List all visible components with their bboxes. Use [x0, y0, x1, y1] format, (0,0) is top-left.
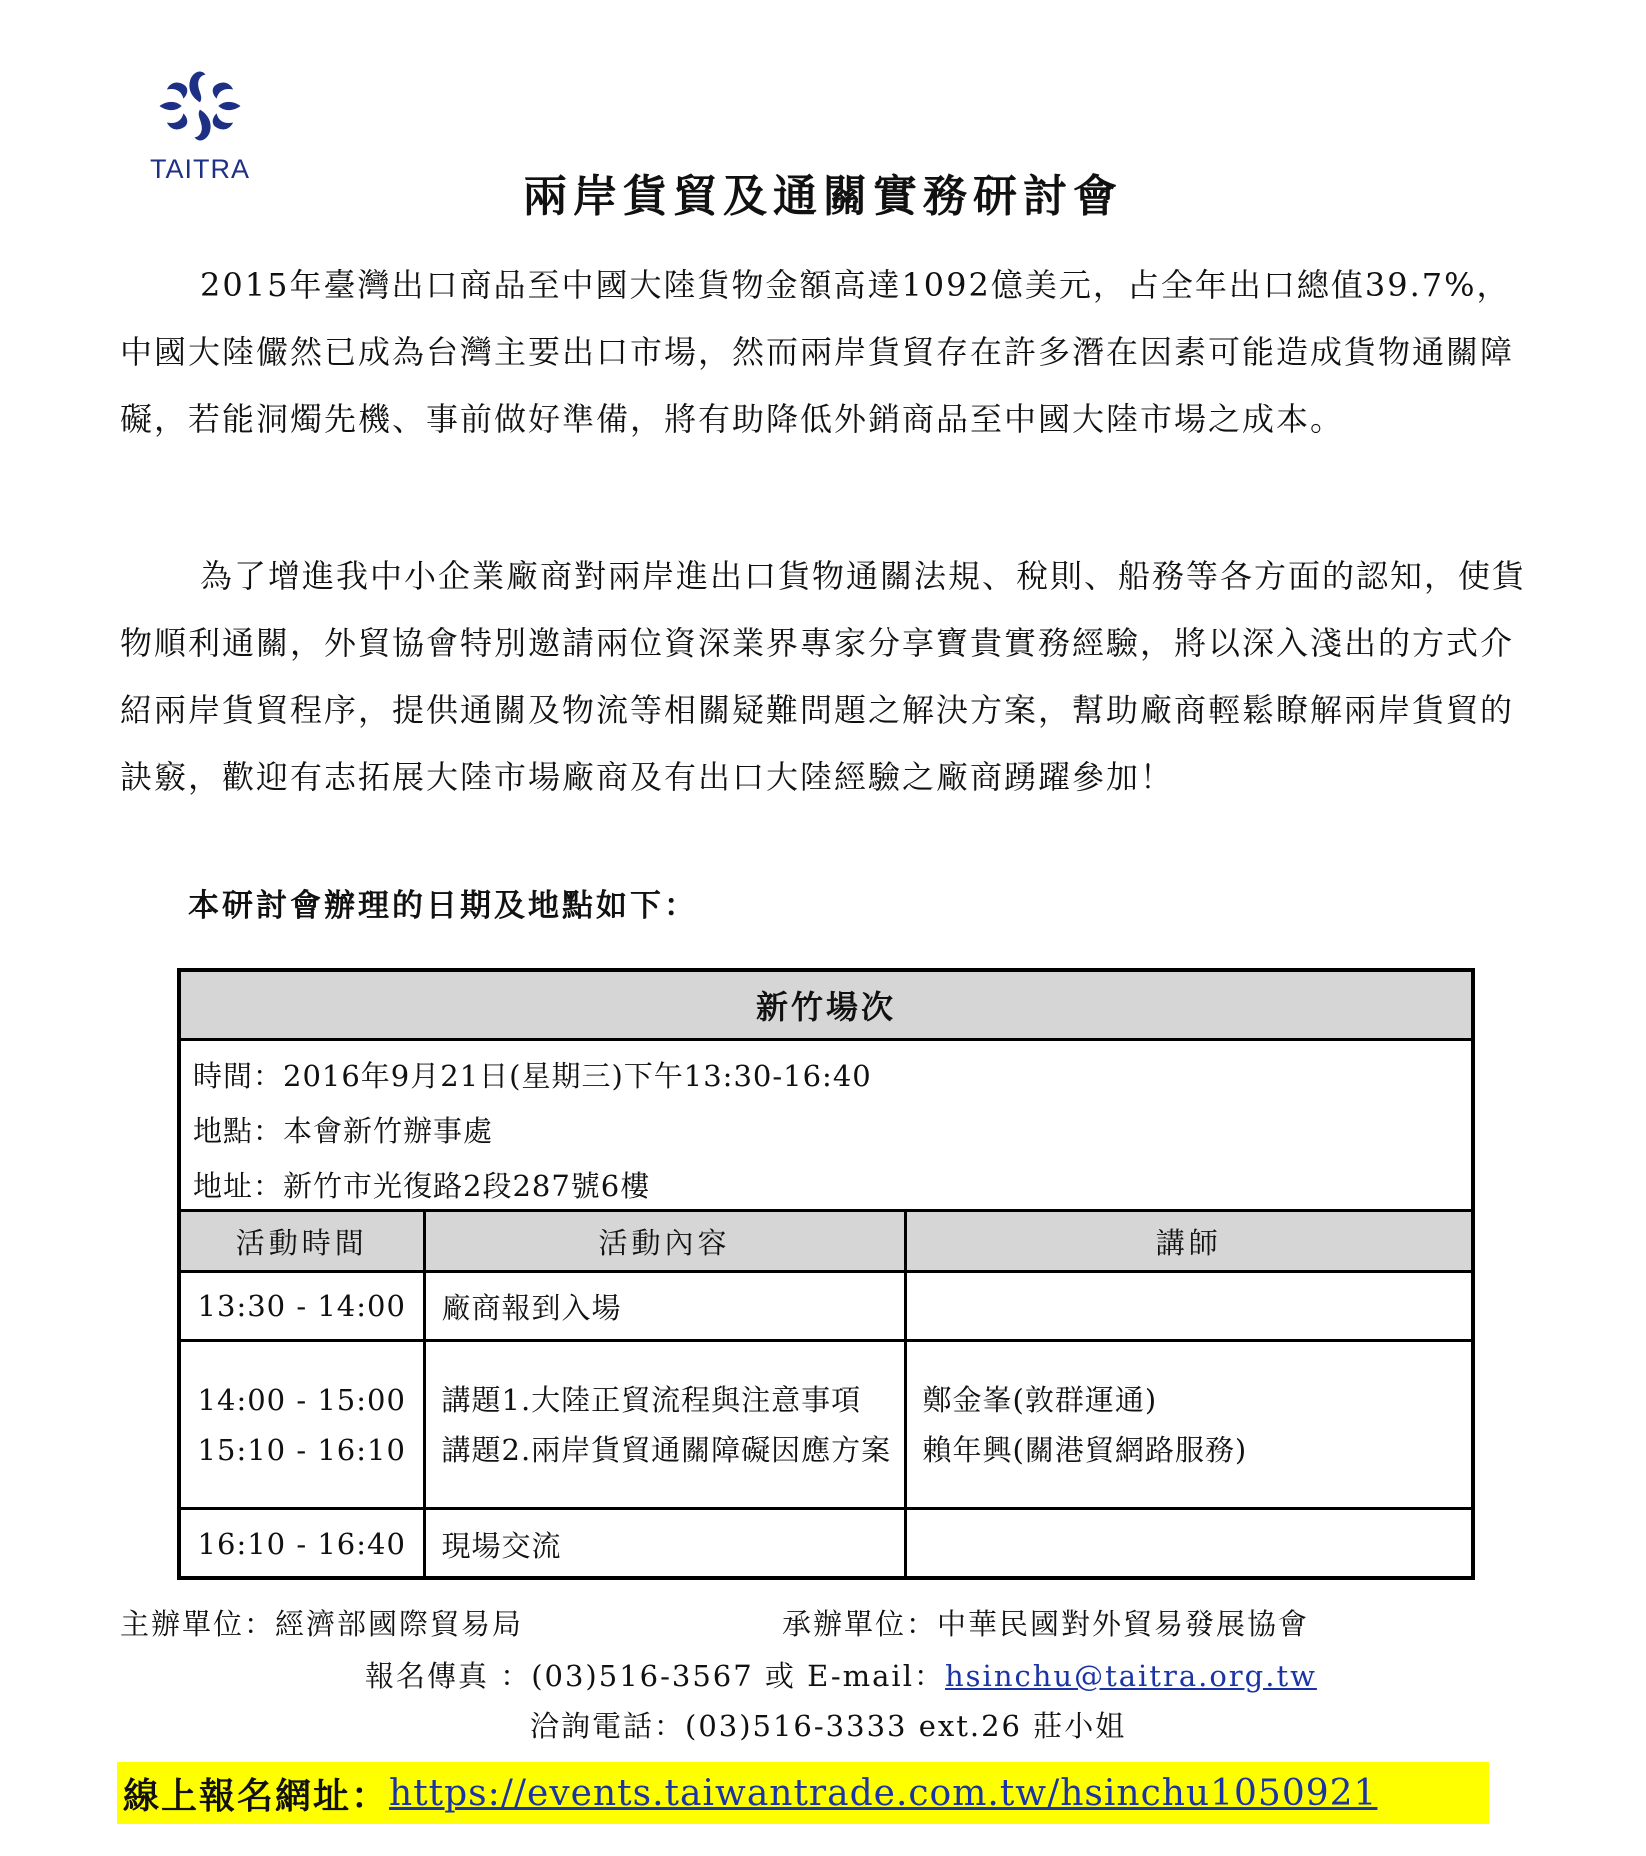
- session-time: 時間：2016年9月21日(星期三)下午13:30-16:40: [193, 1059, 872, 1093]
- table-row: [181, 1341, 1471, 1509]
- logo-text: TAITRA: [150, 154, 250, 184]
- row-speaker: [905, 1272, 1471, 1341]
- intro-paragraph-2: 為了增進我中小企業廠商對兩岸進出口貨物通關法規、稅則、船務等各方面的認知，使貨物順利通關，外貿協會特別邀請兩位資深業界專家分享寶貴實務經驗，將以深入淺出的方式介紹兩岸貨貿程序，提供通關及物流等相關疑難問題之解決方案，幫助廠商輕鬆瞭解兩岸貨貿的訣竅，歡迎有志拓展大陸市場廠商及有出口大陸經驗之廠商踴躍參加！: [120, 557, 1527, 796]
- speaker-2: 賴年興(關港貿網路服務): [922, 1432, 1248, 1467]
- table-row: [181, 1509, 1471, 1579]
- session-venue: 地點：本會新竹辦事處: [193, 1114, 494, 1148]
- session-info: [181, 1041, 1471, 1212]
- taitra-emblem-icon: [154, 60, 246, 152]
- row-time-b: 15:10 - 16:10: [197, 1432, 406, 1467]
- row-speaker: [905, 1509, 1471, 1579]
- row-time: 16:10 - 16:40: [181, 1509, 424, 1579]
- phone-line: 洽詢電話：(03)516-3333 ext.26 莊小姐: [530, 1709, 1127, 1743]
- table-header-row: [181, 1212, 1471, 1272]
- session-address: 地址：新竹市光復路2段287號6樓: [193, 1169, 651, 1203]
- organizer: 主辦單位：經濟部國際貿易局: [120, 1607, 524, 1641]
- fax-email-line: [365, 1654, 1317, 1695]
- online-registration-label: 線上報名網址：: [123, 1775, 390, 1817]
- topic-2: 講題2.兩岸貨貿通關障礙因應方案: [441, 1432, 892, 1467]
- schedule-heading: 本研討會辦理的日期及地點如下：: [188, 888, 698, 924]
- schedule-table: [181, 1212, 1471, 1578]
- online-registration-banner: [117, 1762, 1489, 1824]
- speaker-1: 鄭金峯(敦群運通): [922, 1382, 1158, 1417]
- email-link[interactable]: hsinchu@taitra.org.tw: [944, 1659, 1317, 1693]
- column-header-time: 活動時間: [181, 1212, 424, 1272]
- co-organizer: 承辦單位：中華民國對外貿易發展協會: [782, 1607, 1310, 1641]
- fax-label: 報名傳真 ：(03)516-3567 或 E-mail：: [365, 1659, 945, 1693]
- session-title: 新竹場次: [181, 972, 1471, 1041]
- intro-paragraph-1: 2015年臺灣出口商品至中國大陸貨物金額高達1092億美元，占全年出口總值39.7%，中國大陸儼然已成為台灣主要出口市場，然而兩岸貨貿存在許多潛在因素可能造成貨物通關障礙，若能洞燭先機、事前做好準備，將有助降低外銷商品至中國大陸市場之成本。: [120, 266, 1515, 438]
- session-table: [177, 968, 1475, 1580]
- row-content: [424, 1341, 905, 1509]
- row-content: 現場交流: [424, 1509, 905, 1579]
- row-content: 廠商報到入場: [424, 1272, 905, 1341]
- column-header-speaker: 講師: [905, 1212, 1471, 1272]
- table-row: [181, 1272, 1471, 1341]
- row-time: [181, 1341, 424, 1509]
- row-speaker: [905, 1341, 1471, 1509]
- column-header-content: 活動內容: [424, 1212, 905, 1272]
- row-time: 13:30 - 14:00: [181, 1272, 424, 1341]
- page-title: 兩岸貨貿及通關實務研討會: [523, 171, 1123, 222]
- online-registration-link[interactable]: https://events.taiwantrade.com.tw/hsinchu1050921: [389, 1772, 1378, 1814]
- row-time-a: 14:00 - 15:00: [197, 1382, 406, 1417]
- organizers: [120, 1602, 1520, 1646]
- topic-1: 講題1.大陸正貿流程與注意事項: [441, 1382, 862, 1417]
